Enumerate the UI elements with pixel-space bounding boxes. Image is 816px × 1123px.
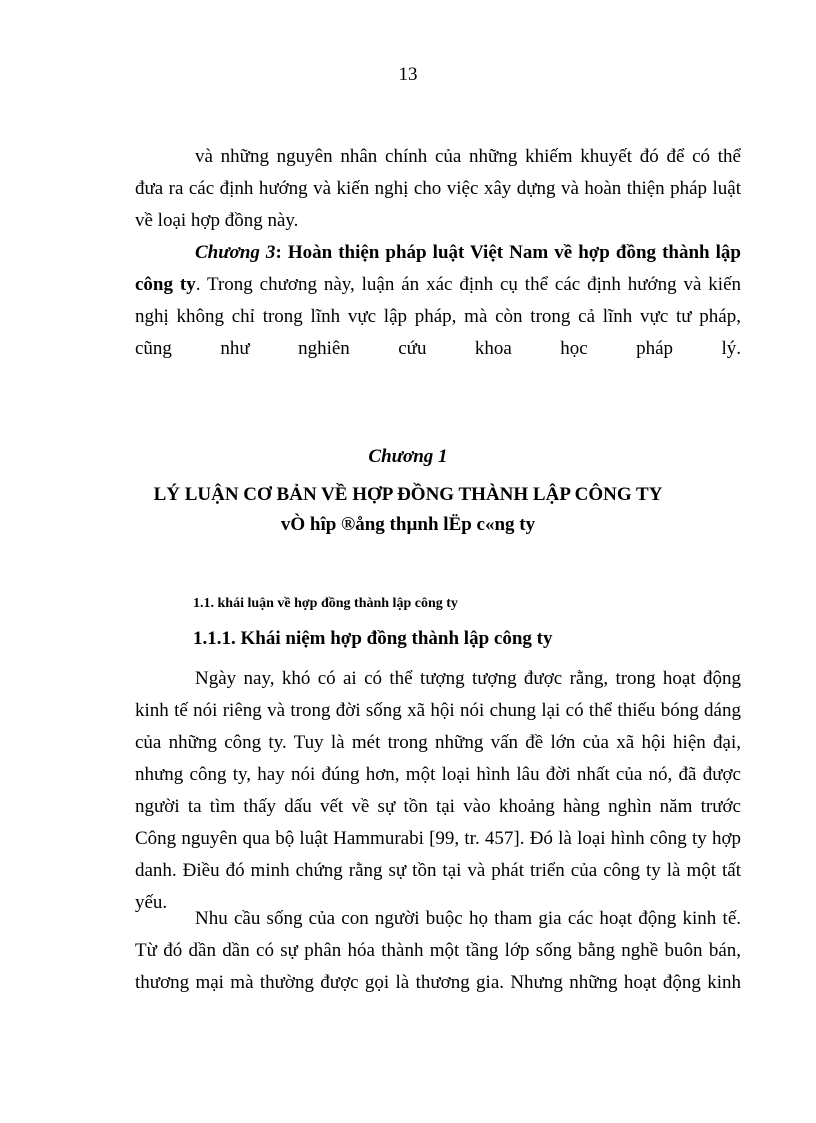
text-line: Chương 3: Hoàn thiện pháp luật Việt Nam về hợp đồng thành lập bbox=[195, 242, 742, 263]
text-line: danh. Điều đó minh chứng rằng sự tồn tại và phát triển của công ty là một tất bbox=[135, 860, 741, 881]
text-line: người ta tìm thấy dấu vết về sự tồn tại vào khoảng hàng nghìn năm trước bbox=[135, 796, 741, 817]
chapter3-label: Chương 3 bbox=[195, 242, 276, 263]
section-heading-1-1-1: 1.1.1. Khái niệm hợp đồng thành lập công ty bbox=[193, 628, 553, 649]
text-line: Nhu cầu sống của con người buộc họ tham gia các hoạt động kinh tế. bbox=[195, 908, 741, 929]
page-number: 13 bbox=[398, 64, 418, 85]
text-line: Từ đó dần dần có sự phân hóa thành một tầng lớp sống bằng nghề buôn bán, bbox=[135, 940, 741, 961]
chapter-title-garbled: vÒ hîp ®ång thµnh lËp c«ng ty bbox=[280, 514, 536, 535]
text-line: yếu. bbox=[135, 892, 168, 913]
text-line: kinh tế nói riêng và trong đời sống xã hội nói chung lại có thể thiếu bóng dáng bbox=[135, 700, 741, 721]
text-line: của những công ty. Tuy là mét trong những vấn đề lớn của xã hội hiện đại, bbox=[135, 732, 741, 753]
text-line: đưa ra các định hướng và kiến nghị cho việc xây dựng và hoàn thiện pháp luật bbox=[135, 178, 741, 199]
body-paragraph-1 bbox=[135, 663, 741, 919]
chapter3-summary bbox=[135, 237, 741, 365]
text-line: và những nguyên nhân chính của những khiếm khuyết đó để có thể bbox=[195, 146, 741, 167]
chapter3-title: Hoàn thiện pháp luật Việt Nam về hợp đồng thành lập bbox=[287, 242, 742, 263]
text-line: cũng như nghiên cứu khoa học pháp lý. bbox=[135, 338, 741, 359]
text-line: nhưng công ty, hay nói đúng hơn, một loại hình lâu đời nhất của nó, đã được bbox=[135, 764, 741, 785]
text-line: Ngày nay, khó có ai có thể tượng tượng được rằng, trong hoạt động bbox=[195, 668, 741, 689]
section-heading-1-1: 1.1. khái luận về hợp đồng thành lập công ty bbox=[193, 596, 458, 611]
chapter-title: LÝ LUẬN CƠ BẢN VỀ HỢP ĐỒNG THÀNH LẬP CÔNG TY bbox=[153, 484, 663, 505]
text-line: nghị không chỉ trong lĩnh vực lập pháp, mà còn trong cả lĩnh vực tư pháp, bbox=[135, 306, 741, 327]
text-line: về loại hợp đồng này. bbox=[135, 210, 299, 231]
chapter-label: Chương 1 bbox=[368, 446, 448, 467]
text-line: thương mại mà thường được gọi là thương gia. Nhưng những hoạt động kinh bbox=[135, 972, 741, 993]
body-paragraph-2 bbox=[135, 903, 741, 999]
chapter3-title-end: công ty bbox=[135, 274, 196, 295]
text-line: công ty. Trong chương này, luận án xác định cụ thể các định hướng và kiến bbox=[135, 274, 742, 295]
text-line: Công nguyên qua bộ luật Hammurabi [99, tr. 457]. Đó là loại hình công ty hợp bbox=[135, 828, 741, 849]
intro-paragraph bbox=[135, 141, 741, 237]
